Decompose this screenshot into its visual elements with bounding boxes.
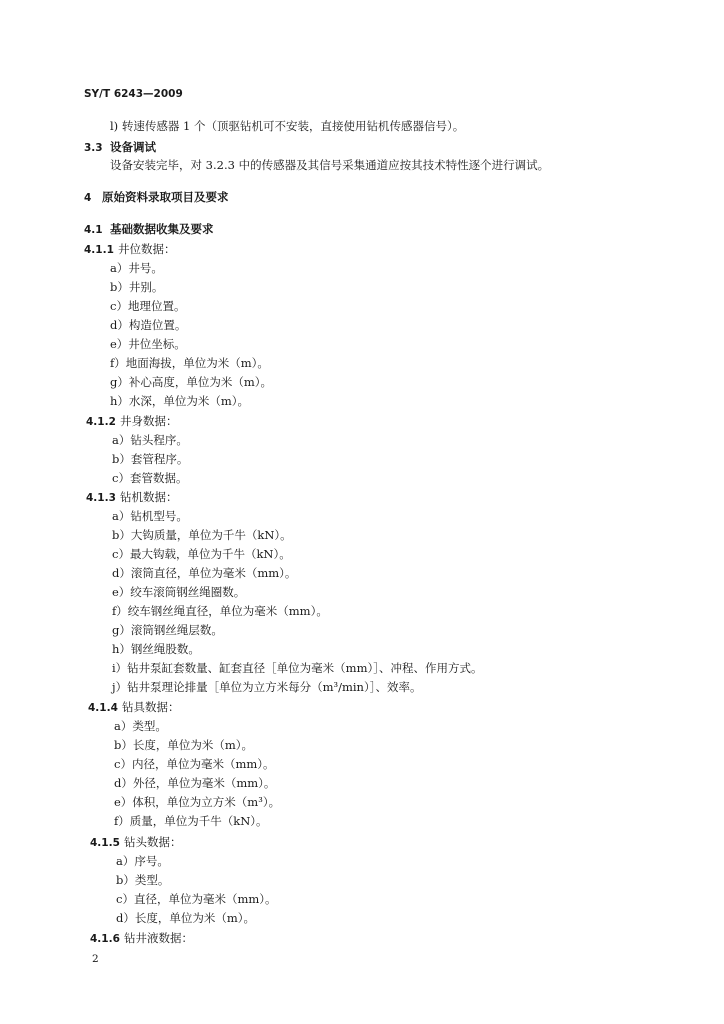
list-item: b）套管程序。: [112, 452, 189, 466]
subsection-heading: [88, 700, 180, 715]
list-item: g）补心高度，单位为米（m）。: [110, 375, 273, 389]
list-item: c）内径，单位为毫米（mm）。: [114, 757, 275, 771]
list-item: e）体积，单位为立方米（m³）。: [114, 795, 281, 809]
list-item: a）序号。: [116, 854, 169, 868]
section-number: 4.1.3: [86, 492, 116, 504]
subsection-heading: [86, 414, 178, 429]
list-item: l) 转速传感器 1 个（顶驱钻机可不安装，直接使用钻机传感器信号）。: [110, 119, 465, 133]
section-heading: [84, 190, 229, 205]
section-title: 基础数据收集及要求: [110, 222, 214, 236]
section-title: 设备调试: [110, 140, 156, 154]
list-item: b）类型。: [116, 873, 170, 887]
list-item: f）绞车钢丝绳直径，单位为毫米（mm）。: [112, 604, 328, 618]
section-number: 4.1.5: [90, 837, 120, 849]
list-item: a）钻头程序。: [112, 433, 188, 447]
subsection-heading: [84, 242, 176, 257]
list-item: c）套管数据。: [112, 471, 188, 485]
list-item: d）滚筒直径，单位为毫米（mm）。: [112, 566, 297, 580]
list-item: f）地面海拔，单位为米（m）。: [110, 356, 269, 370]
list-item: f）质量，单位为千牛（kN）。: [114, 814, 268, 828]
subsection-title: 钻机数据：: [120, 490, 178, 504]
list-item: c）最大钩载，单位为千牛（kN）。: [112, 547, 291, 561]
section-title: 原始资料录取项目及要求: [102, 190, 229, 204]
section-number: 4.1.2: [86, 416, 116, 428]
list-item: d）外径，单位为毫米（mm）。: [114, 776, 276, 790]
list-item: i）钻井泵缸套数量、缸套直径［单位为毫米（mm）］、冲程、作用方式。: [112, 661, 483, 675]
list-item: j）钻井泵理论排量［单位为立方米每分（m³/min）］、效率。: [112, 680, 422, 694]
section-heading: [84, 222, 214, 237]
subsection-title: 井身数据：: [120, 414, 178, 428]
subsection-title: 井位数据：: [118, 242, 176, 256]
list-item: d）构造位置。: [110, 318, 187, 332]
list-item: a）类型。: [114, 719, 167, 733]
page-number: 2: [92, 953, 99, 965]
list-item: c）直径，单位为毫米（mm）。: [116, 892, 277, 906]
section-number: 4.1: [84, 224, 103, 236]
section-number: 4.1.6: [90, 933, 120, 945]
subsection-heading: [86, 490, 178, 505]
section-number: 4.1.1: [84, 244, 114, 256]
subsection-title: 钻头数据：: [124, 835, 182, 849]
subsection-heading: [90, 835, 182, 850]
list-item: e）绞车滚筒钢丝绳圈数。: [112, 585, 246, 599]
list-item: h）钢丝绳股数。: [112, 642, 200, 656]
list-item: b）井别。: [110, 280, 164, 294]
section-heading: [84, 140, 156, 155]
list-item: h）水深，单位为米（m）。: [110, 394, 250, 408]
list-item: g）滚筒钢丝绳层数。: [112, 623, 223, 637]
paragraph: 设备安装完毕，对 3.2.3 中的传感器及其信号采集通道应按其技术特性逐个进行调试。: [110, 158, 550, 172]
list-item: d）长度，单位为米（m）。: [116, 911, 256, 925]
section-number: 4.1.4: [88, 702, 118, 714]
list-item: b）长度，单位为米（m）。: [114, 738, 254, 752]
list-item: b）大钩质量，单位为千牛（kN）。: [112, 528, 292, 542]
subsection-title: 钻具数据：: [122, 700, 180, 714]
list-item: e）井位坐标。: [110, 337, 186, 351]
section-number: 4: [84, 192, 92, 204]
list-item: c）地理位置。: [110, 299, 186, 313]
list-item: a）井号。: [110, 261, 163, 275]
subsection-title: 钻井液数据：: [124, 931, 193, 945]
section-number: 3.3: [84, 142, 103, 154]
list-item: a）钻机型号。: [112, 509, 188, 523]
page-header: SY/T 6243—2009: [84, 88, 183, 100]
subsection-heading: [90, 931, 193, 946]
